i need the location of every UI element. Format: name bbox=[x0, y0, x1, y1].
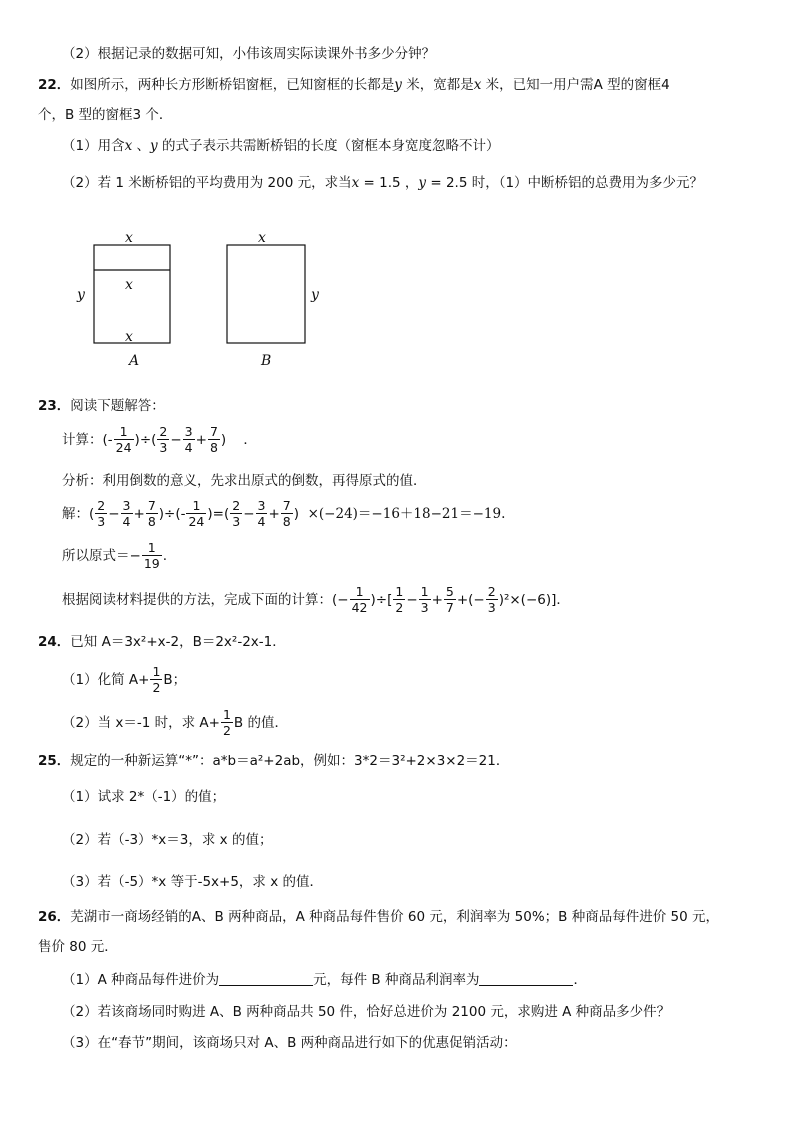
q25-part3: （3）若（-5）*x 等于-5x+5，求 x 的值． bbox=[62, 874, 324, 890]
frame-b-side-label: y bbox=[311, 287, 319, 303]
q23-solution-tail: ×(−24)＝−16＋18−21＝−19. bbox=[307, 505, 506, 522]
frac-1-24: $\frac{1}{24}$ bbox=[115, 424, 132, 455]
q22-part2-x: x bbox=[351, 175, 360, 191]
q25-stem-text: 规定的一种新运算“*”：a*b＝a²+2ab，例如：3*2＝3²+2×3×2＝21． bbox=[70, 753, 510, 769]
q26-stem-line2: 售价 80 元． bbox=[38, 939, 118, 955]
q22-part1-c: 的式子表示共需断桥铝的长度（窗框本身宽度忽略不计） bbox=[157, 138, 500, 154]
q22-part1-b: 、 bbox=[132, 138, 151, 154]
q22-part1-a: （1）用含 bbox=[62, 138, 125, 154]
q23-number: 23． bbox=[38, 398, 71, 414]
frame-a-caption: A bbox=[129, 353, 140, 369]
q26-part3: （3）在“春节”期间，该商场只对 A、B 两种商品进行如下的优惠促销活动： bbox=[62, 1035, 517, 1051]
q22-part2-eq2: = 2.5 时，（1）中断桥铝的总费用为多少元？ bbox=[426, 175, 704, 191]
q23-conclusion-text: 所以原式＝− bbox=[62, 547, 141, 564]
q22-part1 bbox=[62, 136, 499, 156]
window-frames-figure bbox=[70, 225, 340, 375]
q23-solution-label: 解： bbox=[62, 505, 89, 522]
frame-a-mid-label: x bbox=[125, 277, 133, 293]
q23-stem bbox=[38, 396, 165, 416]
answer-blank-profit-rate[interactable] bbox=[479, 971, 573, 986]
q22-var-x: x bbox=[473, 77, 482, 93]
frac-2-3: $\frac{2}{3}$ bbox=[159, 424, 168, 455]
q24-part1-a: （1）化简 A+ bbox=[62, 671, 150, 688]
q24-stem-text: 已知 A＝3x²+x-2，B＝2x²-2x-1． bbox=[70, 634, 286, 650]
q25-part1: （1）试求 2*（-1）的值； bbox=[62, 789, 226, 805]
q22-part2-a: （2）若 1 米断桥铝的平均费用为 200 元，求当 bbox=[62, 175, 352, 191]
frame-b-top-label: x bbox=[258, 230, 266, 246]
q24-part2-a: （2）当 x＝-1 时，求 A+ bbox=[62, 714, 220, 731]
q26-part2: （2）若该商场同时购进 A、B 两种商品共 50 件，恰好总进价为 2100 元，求购进 A 种商品多少件？ bbox=[62, 1004, 671, 1020]
frame-a-bottom-label: x bbox=[125, 329, 133, 345]
q26-part1-b: 元，每件 B 种商品利润率为 bbox=[313, 972, 480, 988]
answer-blank-cost[interactable] bbox=[219, 971, 313, 986]
q22-part2 bbox=[62, 173, 703, 193]
q24-part1-b: B； bbox=[163, 671, 187, 688]
q23-analysis: 分析：利用倒数的意义，先求出原式的倒数，再得原式的值． bbox=[62, 473, 427, 489]
q22-stem bbox=[38, 75, 670, 95]
q22-stem-c: 米，已知一用户需A 型的窗框4 bbox=[481, 77, 670, 93]
q22-part2-y: y bbox=[418, 175, 427, 191]
q23-conclusion: 所以原式＝− $\frac{1}{19}$ . bbox=[62, 540, 168, 571]
q23-solution: 解： ( $\frac{2}{3}$ − $\frac{3}{4}$ + $\frac{7}{8}$ )÷(- $\frac{1}{24}$ )=( $\frac{2}{3}$ − $\frac{3}{4}$ + $\frac{7}{8}$ ) ×(−24)＝−16＋18−21＝−19. bbox=[62, 498, 506, 529]
frame-a-top-label: x bbox=[125, 230, 133, 246]
q23-task: 根据阅读材料提供的方法，完成下面的计算： (− $\frac{1}{42}$ )÷[ $\frac{1}{2}$ − $\frac{1}{3}$ + $\frac{5}{7}$ +(− $\frac{2}{3}$ )²×(−6)]． bbox=[62, 584, 570, 615]
frame-b-outline bbox=[227, 245, 305, 343]
q23-stem-text: 阅读下题解答： bbox=[70, 398, 165, 414]
q23-task-text: 根据阅读材料提供的方法，完成下面的计算： bbox=[62, 591, 332, 608]
frame-b-caption: B bbox=[261, 353, 272, 369]
q24-part2: （2）当 x＝-1 时，求 A+ $\frac{1}{2}$ B 的值． bbox=[62, 707, 288, 738]
q22-part1-x: x bbox=[124, 138, 133, 154]
frac-3-4: $\frac{3}{4}$ bbox=[184, 424, 193, 455]
q26-stem-line1: 芜湖市一商场经销的A、B 两种商品，A 种商品每件售价 60 元，利润率为 50%；B 种商品每件进价 50 元， bbox=[70, 909, 719, 925]
q25-part2: （2）若（-3）*x＝3，求 x 的值； bbox=[62, 832, 273, 848]
q22-stem-b: 米，宽都是 bbox=[401, 77, 474, 93]
q24-number: 24． bbox=[38, 634, 71, 650]
q23-calc-label: 计算： bbox=[62, 431, 103, 448]
frame-a-side-label: y bbox=[77, 287, 85, 303]
q25-stem bbox=[38, 751, 509, 771]
q22-part2-eq1: = 1.5 ， bbox=[359, 175, 419, 191]
q24-stem bbox=[38, 632, 286, 652]
q24-part2-b: B 的值． bbox=[233, 714, 288, 731]
q26-part1-c: ． bbox=[573, 972, 587, 988]
q26-stem bbox=[38, 907, 719, 927]
q22-stem-a: 如图所示，两种长方形断桥铝窗框，已知窗框的长都是 bbox=[70, 77, 395, 93]
frac-7-8: $\frac{7}{8}$ bbox=[209, 424, 218, 455]
q22-var-y: y bbox=[394, 77, 402, 93]
q22-stem-line2: 个，B 型的窗框3 个． bbox=[38, 107, 173, 123]
q22-number: 22． bbox=[38, 77, 71, 93]
q21-part2: （2）根据记录的数据可知，小伟该周实际读课外书多少分钟？ bbox=[62, 46, 436, 62]
q22-part1-y: y bbox=[150, 138, 158, 154]
q23-calc: 计算： (- $\frac{1}{24}$ )÷( $\frac{2}{3}$ − $\frac{3}{4}$ + $\frac{7}{8}$ ) ． bbox=[62, 424, 257, 455]
q26-part1 bbox=[62, 970, 587, 990]
q26-part1-a: （1）A 种商品每件进价为 bbox=[62, 972, 220, 988]
q26-number: 26． bbox=[38, 909, 71, 925]
q24-part1: （1）化简 A+ $\frac{1}{2}$ B； bbox=[62, 664, 187, 695]
q25-number: 25． bbox=[38, 753, 71, 769]
